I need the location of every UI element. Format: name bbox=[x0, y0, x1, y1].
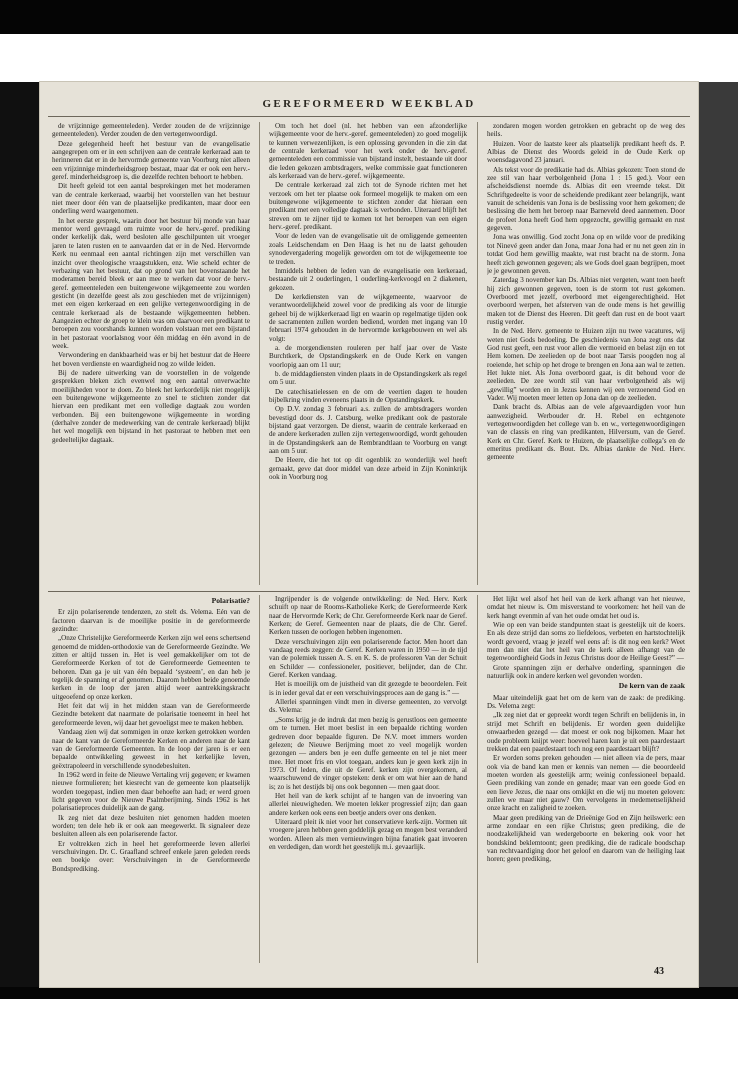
paragraph: Vandaag zien wij dat sommigen in onze kerken getrokken worden naar de kant van de Gereformeerde Kerken en anderen naar de kant van de Gereformeerde Gemeenten. In de loop der jaren is er een bepaalde ontwikkeling geweest in het kerkelijke leven, geëxtrapoleerd in verschillende synodebesluiten. bbox=[52, 728, 250, 770]
paragraph: Op D.V. zondag 3 februari a.s. zullen de ambtsdragers worden bevestigd door ds. J. Catsburg, welke predikant ook de pastorale bijstand gaat verzorgen. De dienst, waarin de centrale kerkeraad en de andere kerkeraden zullen zijn vertegenwoordigd, wordt gehouden in de Opstandingskerk aan de Rembrandtlaan te Voorburg en vangt aan om 5 uur. bbox=[269, 405, 467, 456]
column-2-top bbox=[269, 122, 467, 585]
paragraph: Maar uiteindelijk gaat het om de kern van de zaak: de prediking. Ds. Velema zegt: bbox=[487, 693, 685, 711]
paragraph: de vrijzinnige gemeenteleden). Verder zouden de de vrijzinnige gemeenteleden). Verder zouden de den vertegenwoordigd. bbox=[52, 122, 250, 139]
page-number: 43 bbox=[654, 966, 664, 977]
paragraph: De kerkdiensten van de wijkgemeente, waarvoor de verantwoordelijkheid zowel voor de prediking als voor de liturgie geheel bij de wijkkerkeraad ligt en waarin op regelmatige tijden ook de sacramenten zullen worden bediend, worden met ingang van 10 februari 1974 gehouden in de hervormde kerkgebouwen en wel als volgt: bbox=[269, 292, 467, 343]
paragraph: Jona was onwillig. God zocht Jona op en wilde voor de prediking tot Ninevé geen ander dan Jona, maar Jona had er nu net geen zin in totdat God hem gewillig maakte, wat rust bracht na de storm. Jona heeft zich gewonnen gegeven; als we Gods doel gaan begrijpen, moet je je gewonnen geven. bbox=[487, 233, 685, 275]
paragraph: Ik zeg niet dat deze besluiten niet genomen hadden moeten worden; ten dele heb ik er ook aan meegewerkt. Ik signaleer deze besluiten alleen als een polariserende factor. bbox=[52, 813, 250, 839]
kern-body bbox=[487, 694, 685, 864]
paragraph: „Onze Christelijke Gereformeerde Kerken zijn wel eens schertsend genoemd de midden-orthodoxie van de Gereformeerde Gezindte. We zitten er altijd tussen in. Het is veel gemakkelijker om tot de Gereformeerde Kerken of tot de Gereformeerde Gemeenten te behoren. Dan ga je uit van één bepaald ‘systeem’, en dan heb je tegelijk de spanning er af genomen. Daarom hebben beide genoemde kerken in de loop der jaren altijd weer aantrekkingskracht uitgeoefend op onze kerken. bbox=[52, 634, 250, 701]
column-divider bbox=[259, 595, 260, 963]
scan-border-top bbox=[0, 0, 738, 34]
paragraph: Deze verschuivingen zijn een polariserende factor. Men hoort dan vandaag reeds zeggen: de Geref. Kerken waren in 1950 — in de tijd van de polemiek tussen A. S. en K. S. de professoren Van der Schuit en Schilder — confessioneler, positiever, belijnder, dan de Chr. Geref. Kerken vandaag. bbox=[269, 637, 467, 680]
paragraph: Het lijkt wel alsof het heil van de kerk afhangt van het nieuwe, omdat het nieuw is. Om misverstand te voorkomen: het heil van de kerk hangt evenmin af van het oude omdat het oud is. bbox=[487, 595, 685, 620]
paragraph: De catechisatielessen en de om de veertien dagen te houden bijbelkring vinden eveneens plaats in de Opstandingskerk. bbox=[269, 387, 467, 404]
column-3-bottom bbox=[487, 595, 685, 963]
column-3-bottom-intro bbox=[487, 595, 685, 680]
paragraph: In de Ned. Herv. gemeente te Huizen zijn nu twee vacatures, wij weten niet Gods bedoeling. De geschiedenis van Jona zegt ons dat God rust geeft, een rust voor allen die vermoeid en belast zijn en tot Hem komen. De zeelieden op de boot naar Tarsis poogden nog al roeiende, het schip op het droge te brengen en Jona aan wal te zetten. Het lukte niet. Als Jona overboord gaat, is dit behoud voor de zeelieden. De zee wordt stil van haar verbolgenheid als wij „gewillig” worden en in Jezus kennen wij een verzoenend God en Vader. Wij moeten meer letten op Jona dan op de zeelieden. bbox=[487, 327, 685, 402]
paragraph: Er voltrekken zich in heel het gereformeerde leven allerlei verschuivingen. Dr. C. Graafland schreef enkele jaren geleden reeds een boekje over: Verschuivingen in de Gereformeerde Bondsprediking. bbox=[52, 839, 250, 873]
paragraph: In 1962 werd in feite de Nieuwe Vertaling vrij gegeven; er kwamen nieuwe formulieren; het kiesrecht van de gemeente kon plaatselijk worden toegepast, indien men daar behoefte aan had; er werd groen licht gegeven voor de Nieuwe Psalmberijming. Sinds 1962 is het polarisatieproces duidelijk aan de gang. bbox=[52, 770, 250, 813]
column-divider bbox=[477, 122, 478, 585]
paragraph: Er zijn polariserende tendenzen, zo stelt ds. Velema. Eén van de factoren daarvan is de moeilijke positie in de gereformeerde gezindte: bbox=[52, 608, 250, 634]
paragraph: Het heil van de kerk schijnt af te hangen van de invoering van allerlei nieuwigheden. We moeten lekker progressief zijn; dan gaan andere kerken ook eens een beetje anders over ons denken. bbox=[269, 791, 467, 817]
polarisatie-body bbox=[52, 608, 250, 873]
masthead: GEREFORMEERD WEEKBLAD bbox=[262, 98, 476, 110]
paragraph: Om toch het doel (nl. het hebben van een afzonderlijke wijkgemeente voor de herv.-geref. gemeenteleden) zo goed mogelijk te kunnen verwezenlijken, is een oplossing gevonden in die zin dat de centrale kerkeraad voor het werk onder de herv.-geref. gemeenteleden een commissie van bijstand instelt, bestaande uit door die leden gekozen ambtsdragers, welke commissie gaat functioneren als kerkeraad van de herv.-geref. wijkgemeente. bbox=[269, 122, 467, 181]
paragraph: b. de middagdiensten vinden plaats in de Opstandingskerk als regel om 5 uur. bbox=[269, 369, 467, 387]
paragraph: In het eerste gesprek, waarin door het bestuur bij monde van haar mentor werd gevraagd om ruimte voor de herv.-geref. prediking onder kerkelijk dak, werd besloten alle geschilpunten uit vroeger jaren te laten rusten en te aanvaarden dat er in de Ned. Hervormde Kerk nu eenmaal een aantal richtingen zijn met verschillen van inzicht over theologische vraagstukken, enz. Wie scheld echter de verbazing van het bestuur, dat op grond van het bovenstaande het moderamen bereid bleek er aan mee te werken dat voor de herv.-geref. gemeenteleden een buitengewone wijkgemeente zou worden gesticht (in dezelfde geest als zou geschieden met de vrijzinnigen) met een eigen kerkeraad en een gelijke vertegenwoordiging in de centrale kerkeraad als de bestaande wijkgemeenten hebben. Aangezien echter de groep te klein was om daarvoor een predikant te beroepen zou voorshands kunnen worden volstaan met een bijstand in het pastoraat voorlalsnog voor één middag en één avond in de week. bbox=[52, 216, 250, 350]
newspaper-page bbox=[40, 82, 698, 987]
column-3-top bbox=[487, 122, 685, 585]
column-1-bottom bbox=[52, 595, 250, 963]
scan-border-right bbox=[698, 82, 738, 987]
paragraph: zondaren mogen worden getrokken en gebracht op de weg des heils. bbox=[487, 122, 685, 139]
paragraph: Dank bracht ds. Albias aan de vele afgevaardigden voor hun aanwezigheid. Werbouder dr. H. Rebel en echtgenote vertegenwoordigden het college van b. en w., vertegenwoordigingen van de classis en ring van predikanten, Hilversum, van de Geref. Kerk en Chr. Geref. Kerk te Huizen, de plaatselijke collega’s en de emeritus predikant ds. Bout. Ds. Albias dankte de Ned. Herv. gemeente bbox=[487, 403, 685, 462]
section-heading-polarisatie: Polarisatie? bbox=[211, 596, 250, 605]
column-2-bottom bbox=[269, 595, 467, 963]
paragraph: a. de morgendiensten rouleren per half jaar over de Vaste Burchtkerk, de Opstandingskerk en de Oude Kerk en vangen voorlopig aan om 11 uur; bbox=[269, 343, 467, 369]
paragraph: Huizen. Voor de laatste keer als plaatselijk predikant heeft ds. P. Albias de Dienst des Woords geleid in de Oude Kerk op woensdagavond 23 januari. bbox=[487, 139, 685, 165]
paragraph: Wie op een van beide standpunten staat is geestelijk uit de koers. En als deze strijd dan soms zo liefdeloos, verbeten en hartstochtelijk wordt gevoerd, vraag je jezelf wel eens af: is dit nog een kerk? Weet men dan niet dat het heil van de kerk alleen afhangt van de tegenwoordigheid Gods in Jezus Christus door de Heilige Geest?” — bbox=[487, 621, 685, 663]
paragraph: Inmiddels hebben de leden van de evangelisatie een kerkeraad, bestaande uit 2 ouderlingen, 1 ouderling-kerkvoogd en 2 diakenen, gekozen. bbox=[269, 266, 467, 292]
paragraph: Zaterdag 3 november kan Ds. Albias niet vergeten, want toen heeft hij zich gewonnen gegeven, toen is de storm tot rust gekomen. Overboord met jezelf, overboord met eigengerechtigheid. Het overboord werpen, het afsterven van de oude mens is het gewillig maken tot de Dienst des Heeren. Dit geeft dan rust en de boot vaart rustig verder. bbox=[487, 276, 685, 326]
paragraph: De centrale kerkeraad zal zich tot de Synode richten met het verzoek om het ter plaatse ook formeel mogelijk te maken om een buitengewone wijkgemeente te stichten zonder dat hieraan een predikant met een volledige dagtaak is verbonden. Uiteraard blijft het streven om te zijner tijd te komen tot het beroepen van een eigen herv.-geref. predikant. bbox=[269, 181, 467, 232]
paragraph: Maar geen prediking van de Drieënige God en Zijn heilswerk: een arme zondaar en een rijke Christus; geen prediking, die de noodzakelijkheid van wedergeboorte en bekering ook voor het bondskind beklemtoont; geen prediking, die de radicale boodschap van rechtvaardiging door het geloof en daarom van de heiliging laat horen; geen prediking, bbox=[487, 813, 685, 864]
paragraph: „Ik zeg niet dat er gepreekt wordt tegen Schrift en belijdenis in, in strijd met Schrift en belijdenis. Er worden geen duidelijke onwaarheden gezegd — dat moest er ook nog bijkomen. Maar het oude probleem knijpt weer: hoeveel haren kun je uit een paardestaart trekken dat een paardestaart toch nog een paardestaart blijft? bbox=[487, 711, 685, 753]
paragraph: Er worden soms preken gehouden — niet alleen via de pers, maar ook via de band kan men er kennis van nemen — die beoordeeld moeten worden als geestelijk arm; weinig confessioneel bepaald. Geen prediking van zonde en genade; maar van een goede God en een lieve Jezus, die naar ons omkijkt en die wij nu moeten geloven: zullen we maar niet gauw? Om vervolgens in medemenselijkheid onze kracht en zaligheid te zoeken. bbox=[487, 754, 685, 813]
paragraph: Het feit dat wij in het midden staan van de Gereformeerde Gezindte betekent dat naarmate de polarisatie toeneemt in heel het gereformeerde leven, wij daar het gevoeligst mee te maken hebben. bbox=[52, 702, 250, 727]
paragraph: Als tekst voor de predikatie had ds. Albias gekozen: Toen stond de zee stil van haar verbolgenheid (Jona 1 : 15 ged.). Voor een afscheidsdienst noemde ds. Albias dit een vreemde tekst. Dit Schriftgedeelte is voor de scheidende predikant zeer belangrijk, want vanuit de scheidenis van Jona is de beslissing voor hem gekomen; de beslissing die hem het beroep naar Barneveld deed aannemen. Door de profeet Jona heeft God hem opgezocht, gewillig gemaakt en rust gegeven. bbox=[487, 165, 685, 233]
paragraph: Deze gelegenheid heeft het bestuur van de evangelisatie aangegrepen om er in een schrijven aan de centrale kerkeraad aan te herinneren dat er in de hervormde gemeente van Voorburg niet alleen een vrijzinnige minderheidsgroep bestaat, maar dat er ook een herv.-geref. minderheidsgroep is, die dezelfde rechten behoort te hebben. bbox=[52, 139, 250, 182]
paragraph: Uiteraard pleit ik niet voor het conservatieve kerk-zijn. Vormen uit vroegere jaren hebben geen goddelijk gezag en mogen best veranderd worden. Alleen als men vernieuwingen bijna fanatiek gaat invoeren en verdedigen, dan wordt het geestelijk m.i. gevaarlijk. bbox=[269, 817, 467, 851]
paragraph: Voor de leden van de evangelisatie uit de omliggende gemeenten zoals Leidschendam en Den Haag is het nu de laatst gehouden synodevergadering mogelijk geworden om tot de wijkgemeente toe te treden. bbox=[269, 232, 467, 266]
paragraph: Dit heeft geleid tot een aantal besprekingen met het moderamen van de centrale kerkeraad, waarbij het voorstellen van het bestuur niet meer door één van de plaatselijke predikanten, maar door een onderling werd waargenomen. bbox=[52, 182, 250, 216]
column-divider bbox=[477, 595, 478, 963]
paragraph: Verwondering en dankbaarheid was er bij het bestuur dat de Heere het boven verdienste en waardigheid nog zo wilde leiden. bbox=[52, 351, 250, 368]
paragraph: Grote spanningen zijn er derhalve onderling, spanningen die natuurlijk ook in andere kerken wel gevonden worden. bbox=[487, 663, 685, 681]
section-rule bbox=[48, 591, 690, 592]
paragraph: De Heere, die het tot op dit ogenblik zo wonderlijk wel heeft gemaakt, geve dat door middel van deze arbeid in Zijn Koninkrijk ook in Voorburg nog bbox=[269, 456, 467, 482]
paragraph: „Soms krijg je de indruk dat men bezig is gerustloos een gemeente om te turnen. Het moet beslist in een bepaalde richting worden gedreven door bepaalde figuren. De N.V. moet immers worden gelezen; de Nieuwe Berijming moet zo veel mogelijk worden gezongen — anders ben je een duffe gemeente en tel je niet meer mee. Het moet fris en vlot toegaan, anders kun je geen kerk zijn in 1973. Of leden, die uit de Geref. kerken zijn overgekomen, al waarschuwend de vinger opsteken: denk er om wat hier aan de hand is; zo is het destijds bij ons ook begonnen — men gaat door. bbox=[269, 715, 467, 791]
paragraph: Ingrijpender is de volgende ontwikkeling: de Ned. Herv. Kerk schuift op naar de Rooms-Katholieke Kerk; de Gereformeerde Kerk naar de Hervormde Kerk; de Chr. Gereformeerde Kerk naar de Geref. Kerken; de Geref. Gemeenten naar de plaats, die de Chr. Geref. Kerken tussen de oorlogen hebben ingenomen. bbox=[269, 595, 467, 637]
scan-border-left bbox=[0, 82, 40, 987]
paragraph: Het is moeilijk om de juistheid van dit gezegde te beoordelen. Feit is in ieder geval dat er een verschuivingsproces aan de gang is.” — bbox=[269, 680, 467, 697]
paragraph: Allerlei spanningen vindt men in diverse gemeenten, zo vervolgt ds. Velema: bbox=[269, 698, 467, 715]
column-divider bbox=[259, 122, 260, 585]
column-1-top bbox=[52, 122, 250, 585]
paragraph: Bij de nadere uitwerking van de voorstellen in de volgende gesprekken bleken zich evenwel nog een aantal onverwachte moeilijkheden voor te doen. Zo bleek het kerkordelijk niet mogelijk een buitengewone wijkgemeente zo snel te stichten zonder dat hiervan een predikant met een volledige dagtaak zou worden verbonden. Bij een buitengewone wijkgemeente in wording (derhalve zonder de medewerking van de centrale kerkeraad) blijkt het wel mogelijk een bijstand in het pastoraat te hebben met een gedeeltelijke dagtaak. bbox=[52, 368, 250, 444]
section-heading-kern: De kern van de zaak bbox=[618, 681, 685, 691]
scan-border-bottom bbox=[0, 987, 738, 999]
masthead-rule bbox=[48, 116, 690, 117]
